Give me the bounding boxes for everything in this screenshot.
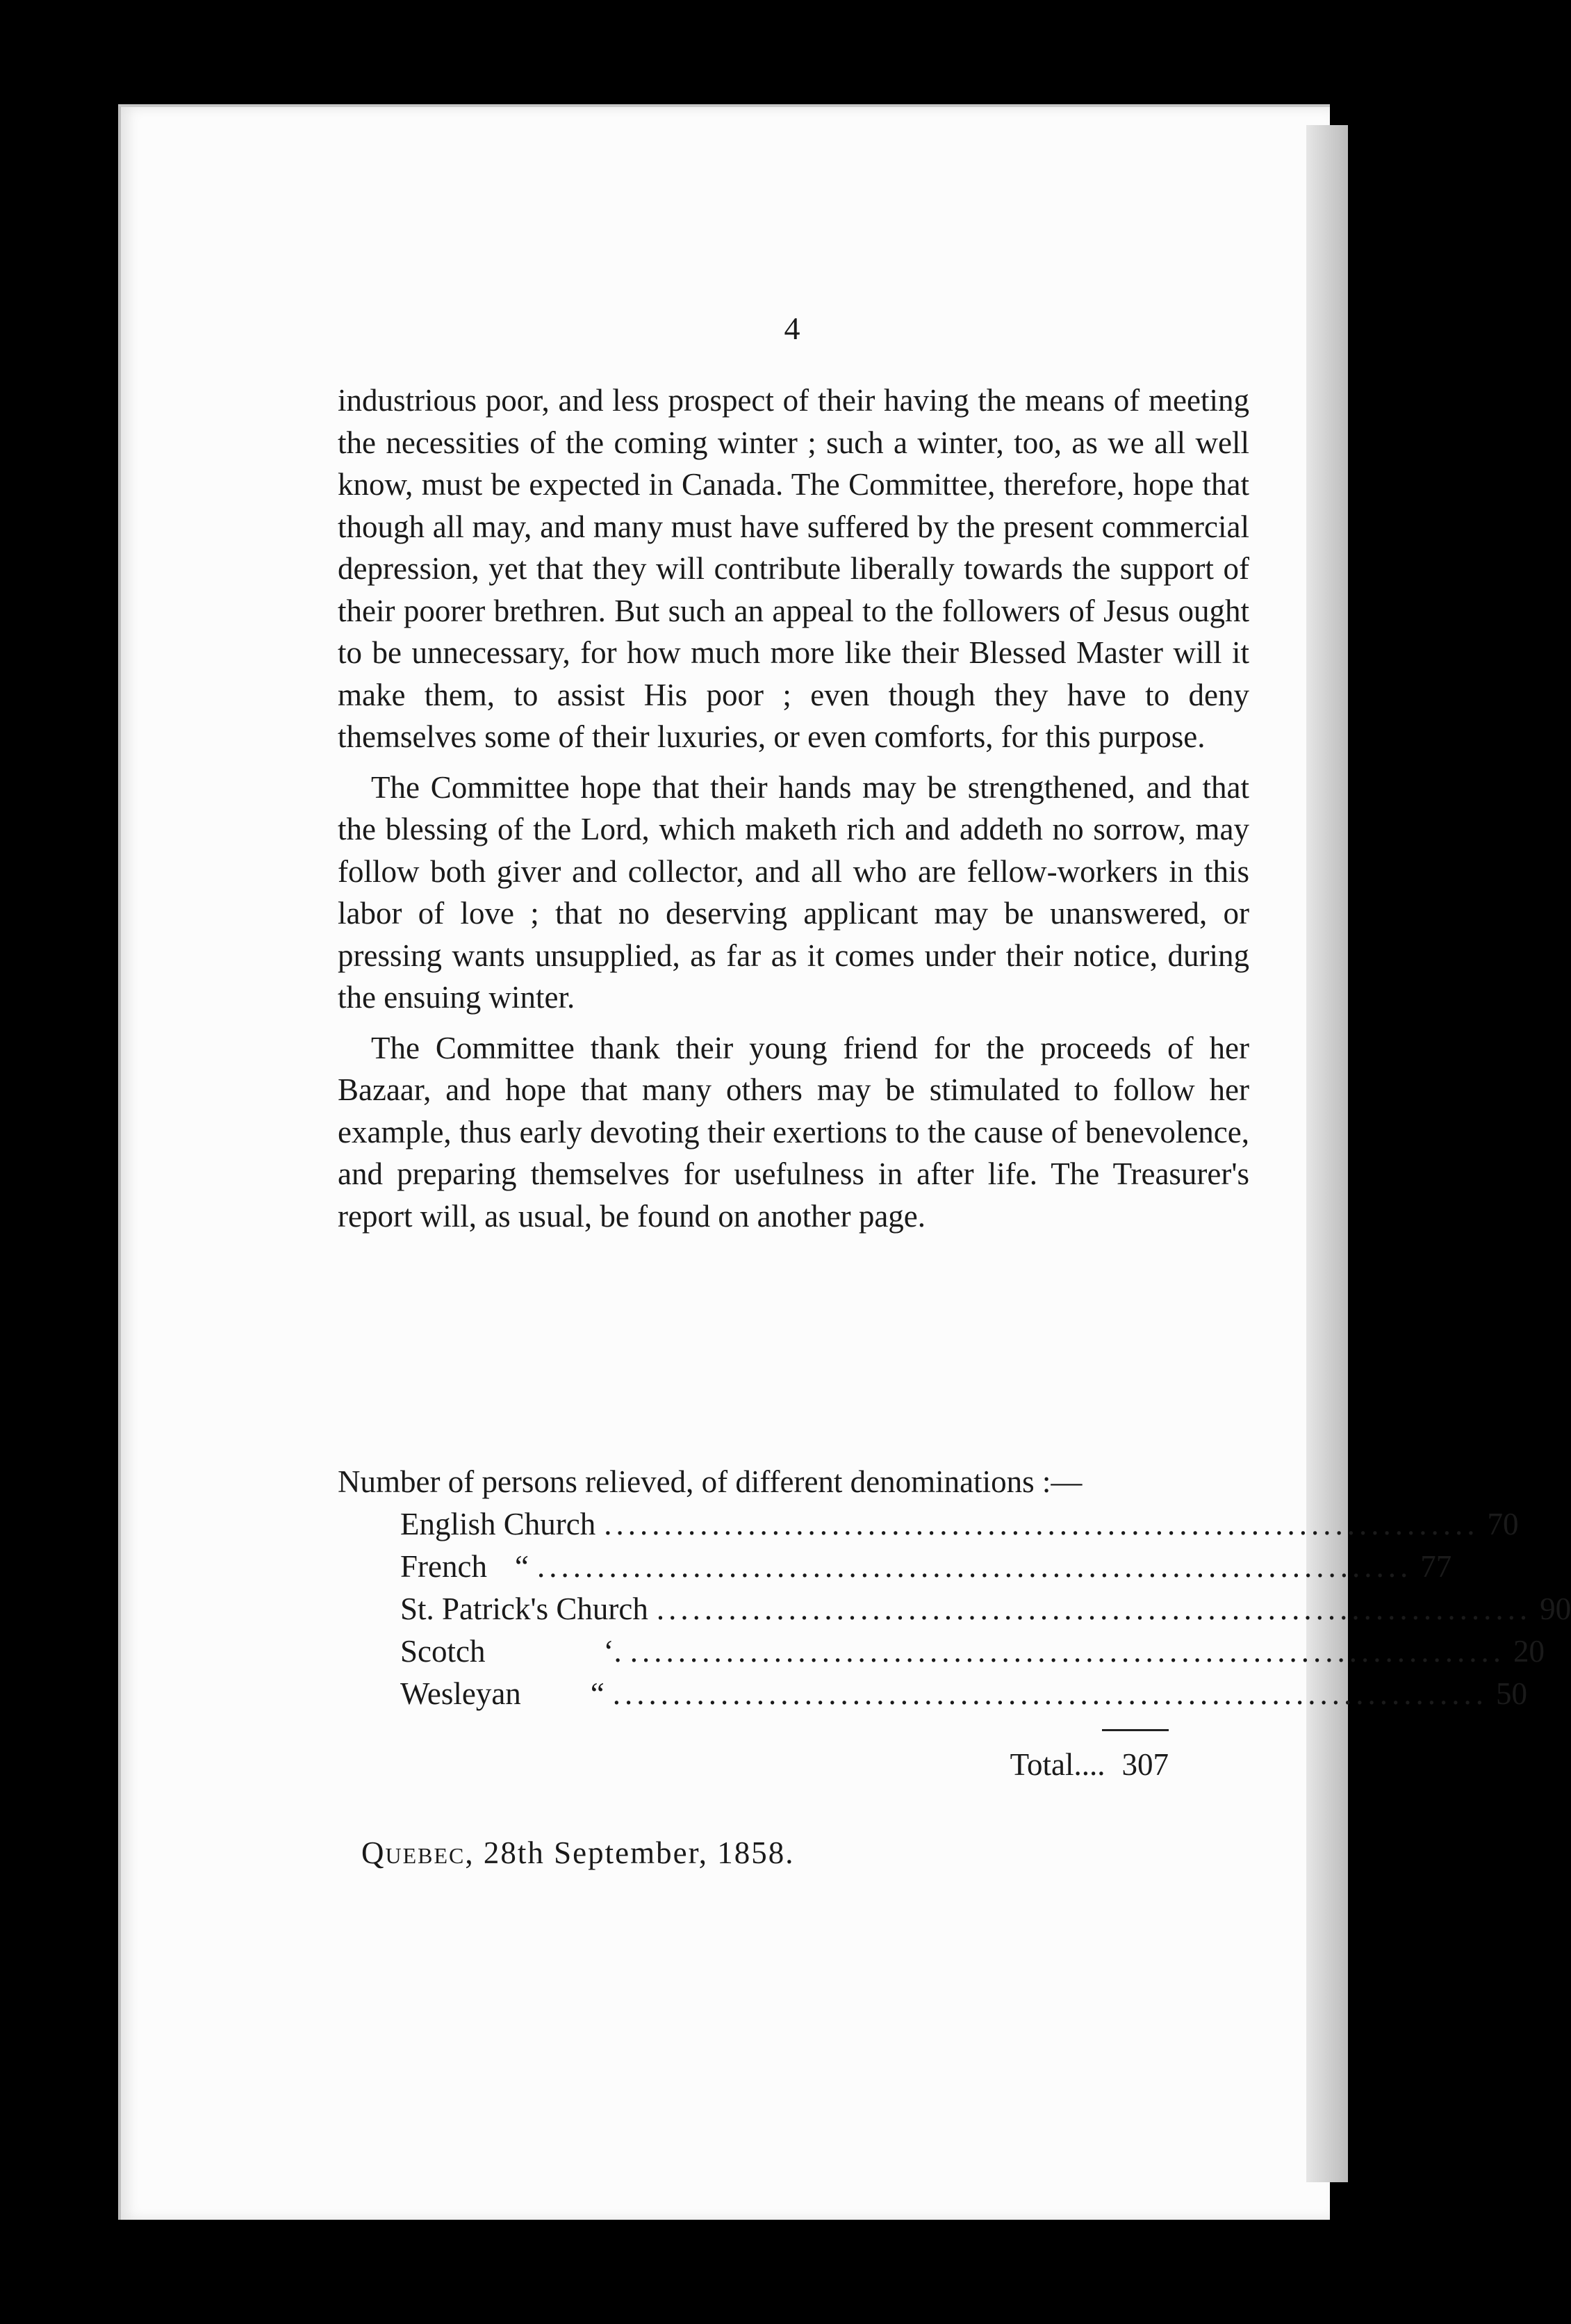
denomination-row <box>400 1630 1545 1673</box>
total-rule <box>1102 1729 1169 1731</box>
denomination-count: 20 <box>1513 1634 1545 1669</box>
denomination-name: Wesleyan <box>400 1676 521 1711</box>
dot-leader: ......................................................................... <box>656 1591 1532 1626</box>
ditto-mark: “ <box>514 1549 529 1584</box>
denomination-row <box>400 1546 1452 1588</box>
denomination-count: 90 <box>1540 1591 1571 1626</box>
page-number: 4 <box>784 311 800 346</box>
paragraph-continued: industrious poor, and less prospect of their having the means of meeting the necessities of the coming winter ; such a winter, too, as we all well know, must be expected in Canada. The Committee, therefore, hope that though all may, and many must have suffered by the present commercial depression, yet that they will contribute liberally towards the support of their poorer brethren. But such an appeal to the followers of Jesus ought to be unnecessary, for how much more like their Blessed Master will it make them, to assist His poor ; even though they have to deny themselves some of their luxuries, or even comforts, for this purpose. <box>338 383 1249 754</box>
total-label: Total.... <box>1010 1747 1105 1782</box>
denomination-count: 70 <box>1487 1507 1519 1541</box>
total-count: 307 <box>1121 1747 1169 1782</box>
denomination-row <box>400 1588 1571 1630</box>
dateline <box>361 1835 795 1871</box>
denomination-count: 77 <box>1420 1549 1452 1584</box>
denomination-name: St. Patrick's Church <box>400 1591 648 1626</box>
dot-leader: ......................................................................... <box>604 1507 1479 1541</box>
denomination-row <box>400 1503 1519 1546</box>
dateline-date: 28th September, 1858. <box>483 1835 795 1870</box>
relief-summary-heading: Number of persons relieved, of different denominations :— <box>338 1464 1083 1499</box>
page-edge <box>1306 125 1348 2182</box>
denomination-list <box>400 1503 1571 1715</box>
paragraph-bazaar-thanks: The Committee thank their young friend for the proceeds of her Bazaar, and hope that many others may be stimulated to follow her example, thus early devoting their exertions to the cause of benevolence, and preparing themselves for usefulness in after life. The Treasurer's report will, as usual, be found on another page. <box>338 1030 1249 1234</box>
paragraph-committee-hope: The Committee hope that their hands may be strengthened, and that the blessing of the Lord, which maketh rich and addeth no sorrow, may follow both giver and collector, and all who are fellow-workers in this labor of love ; that no deserving applicant may be unanswered, or pressing wants unsupplied, as far as it comes under their notice, during the ensuing winter. <box>338 769 1249 1015</box>
ditto-mark: “ <box>590 1676 604 1711</box>
body-text <box>338 379 1249 1245</box>
denomination-row <box>400 1673 1528 1715</box>
dot-leader: ......................................................................... <box>612 1676 1488 1711</box>
denomination-name: Scotch <box>400 1634 486 1669</box>
dot-leader: ......................................................................... <box>630 1634 1505 1669</box>
ditto-mark: ‘. <box>603 1634 622 1669</box>
relief-summary <box>338 1461 1571 1786</box>
dot-leader: ......................................................................... <box>536 1549 1413 1584</box>
dateline-place: Quebec, <box>361 1835 475 1870</box>
denomination-name: English Church <box>400 1507 596 1541</box>
denomination-name: French <box>400 1549 487 1584</box>
total-row <box>338 1744 1169 1786</box>
denomination-count: 50 <box>1496 1676 1528 1711</box>
